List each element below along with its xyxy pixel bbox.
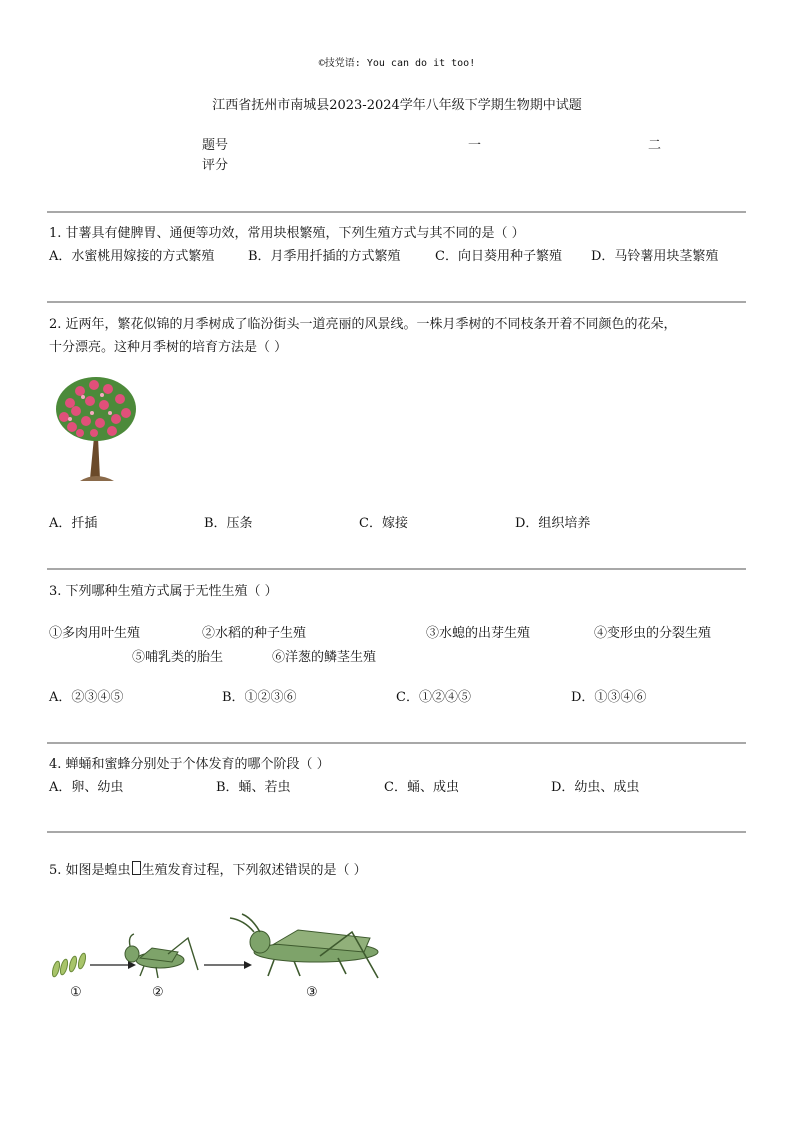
missing-glyph-icon [132,861,141,875]
list-item: ②水稻的种子生殖 [202,626,307,641]
option: B．①②③⑥ [222,690,297,705]
question-stem: 3. 下列哪种生殖方式属于无性生殖（ ） [49,584,278,599]
question-stem: 4. 蝉蛹和蜜蜂分别处于个体发育的哪个阶段（ ） [49,757,330,772]
question-stem-part: 生殖发育过程，下列叙述错误的是（ ） [141,863,367,878]
option: D．幼虫、成虫 [551,780,640,795]
header-note: ©技党语: You can do it too! [318,58,476,69]
question-stem: 2. 近两年，繁花似锦的月季树成了临汾街头一道亮丽的风景线。一株月季树的不同枝条开着不同颜色的花朵， [49,317,677,332]
score-row-label: 评分 [202,158,229,173]
divider [47,301,746,303]
page-title: 江西省抚州市南城县2023-2024学年八年级下学期生物期中试题 [212,98,582,113]
option: C．蛹、成虫 [384,780,459,795]
option: A．卵、幼虫 [49,780,124,795]
list-item: ③水螅的出芽生殖 [426,626,531,641]
stage-label: ① [70,985,82,1000]
option: B．月季用扦插的方式繁殖 [248,249,401,264]
option: C．向日葵用种子繁殖 [435,249,562,264]
question-stem-part: 5. 如图是蝗虫 [49,863,131,878]
option: B．蛹、若虫 [216,780,291,795]
list-item: ④变形虫的分裂生殖 [594,626,712,641]
score-col-header: 一 [468,138,482,153]
list-item: ⑤哺乳类的胎生 [132,650,224,665]
question-stem [49,859,367,878]
locust-development-diagram [48,912,388,1000]
list-item: ⑥洋葱的鳞茎生殖 [272,650,377,665]
divider [47,831,746,833]
divider [47,568,746,570]
option: C．嫁接 [359,516,408,531]
option: A．②③④⑤ [49,690,124,705]
divider [47,742,746,744]
divider [47,211,746,213]
option: D．①③④⑥ [571,690,647,705]
list-item: ①多肉用叶生殖 [49,626,141,641]
stage-label: ② [152,985,164,1000]
stage-label: ③ [306,985,318,1000]
rose-tree-image [50,375,142,485]
question-stem: 1. 甘薯具有健脾胃、通便等功效，常用块根繁殖，下列生殖方式与其不同的是（ ） [49,226,525,241]
score-col-header: 二 [648,138,662,153]
question-stem: 十分漂亮。这种月季树的培育方法是（ ） [49,340,288,355]
option: D．组织培养 [515,516,591,531]
option: A．扦插 [49,516,98,531]
option: C．①②④⑤ [396,690,471,705]
option: D．马铃薯用块茎繁殖 [591,249,719,264]
score-row-label: 题号 [202,138,229,153]
option: B．压条 [204,516,253,531]
option: A．水蜜桃用嫁接的方式繁殖 [49,249,215,264]
